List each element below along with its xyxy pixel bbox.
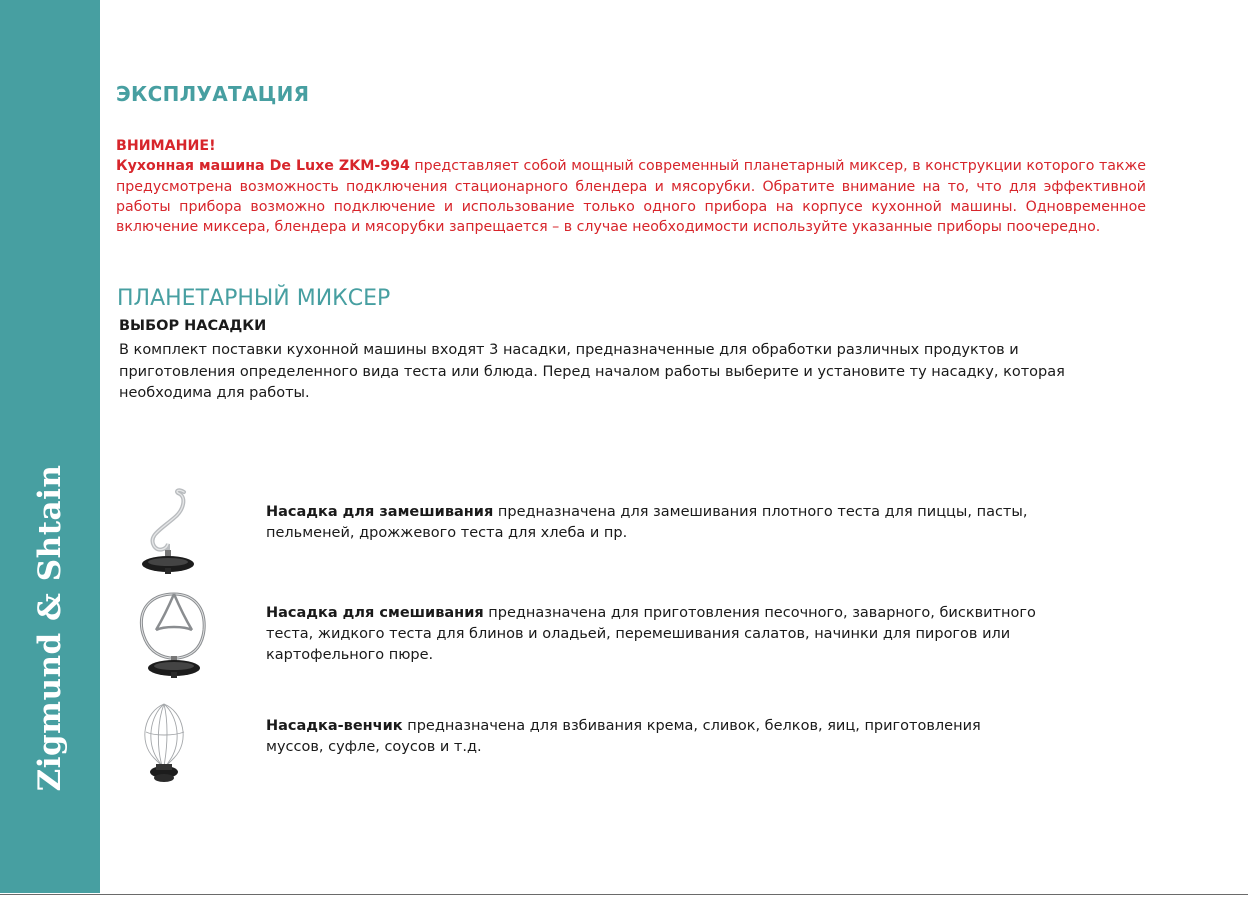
attachment-description	[266, 502, 1036, 544]
attachment-description	[266, 603, 1036, 666]
dough-hook-icon	[134, 488, 214, 576]
bottom-divider	[0, 894, 1248, 895]
attachment-text: предназначена для замешивания плотного теста для пиццы, пасты, пельменей, дрожжевого теста для хлеба и пр.	[266, 504, 1028, 541]
mixer-intro: В комплект поставки кухонной машины входят 3 насадки, предназначенные для обработки различных продуктов и приготовления определенного вида теста или блюда. Перед началом работы выберите и установите ту насадку, которая необходима для работы.	[119, 342, 1065, 401]
brand-sidebar	[0, 0, 100, 893]
section-heading: ЭКСПЛУАТАЦИЯ	[116, 82, 310, 106]
attachment-name: Насадка-венчик	[266, 718, 403, 734]
attachment-description	[266, 716, 1036, 758]
attachment-text: предназначена для приготовления песочного, заварного, бисквитного теста, жидкого теста для блинов и оладьей, перемешивания салатов, начинки для пирогов или картофельного пюре.	[266, 605, 1036, 663]
warning-block	[116, 136, 1146, 237]
attachment-choice-heading: ВЫБОР НАСАДКИ	[119, 318, 267, 334]
flat-beater-icon	[134, 590, 214, 680]
attachment-name: Насадка для смешивания	[266, 605, 484, 621]
warning-title: ВНИМАНИЕ!	[116, 138, 216, 154]
whisk-icon	[134, 702, 214, 786]
warning-text: представляет собой мощный современный планетарный миксер, в конструкции которого также предусмотрена возможность подключения стационарного блендера и мясорубки. Обратите внимание на то, что для эффективной работы прибора возможно подключение и использование только одного прибора на корпусе кухонной машины. Одновременное включение миксера, блендера и мясорубки запрещается – в случае необходимости используйте указанные приборы поочередно.	[116, 158, 1146, 236]
attachment-name: Насадка для замешивания	[266, 504, 494, 520]
warning-body	[116, 156, 1146, 237]
warning-product-name: Кухонная машина De Luxe ZKM-994	[116, 158, 410, 175]
attachment-text: предназначена для взбивания крема, сливок, белков, яиц, приготовления муссов, суфле, соусов и т.д.	[266, 718, 981, 755]
brand-logo: Zigmund & Shtain	[32, 464, 68, 792]
mixer-heading: ПЛАНЕТАРНЫЙ МИКСЕР	[117, 286, 391, 311]
